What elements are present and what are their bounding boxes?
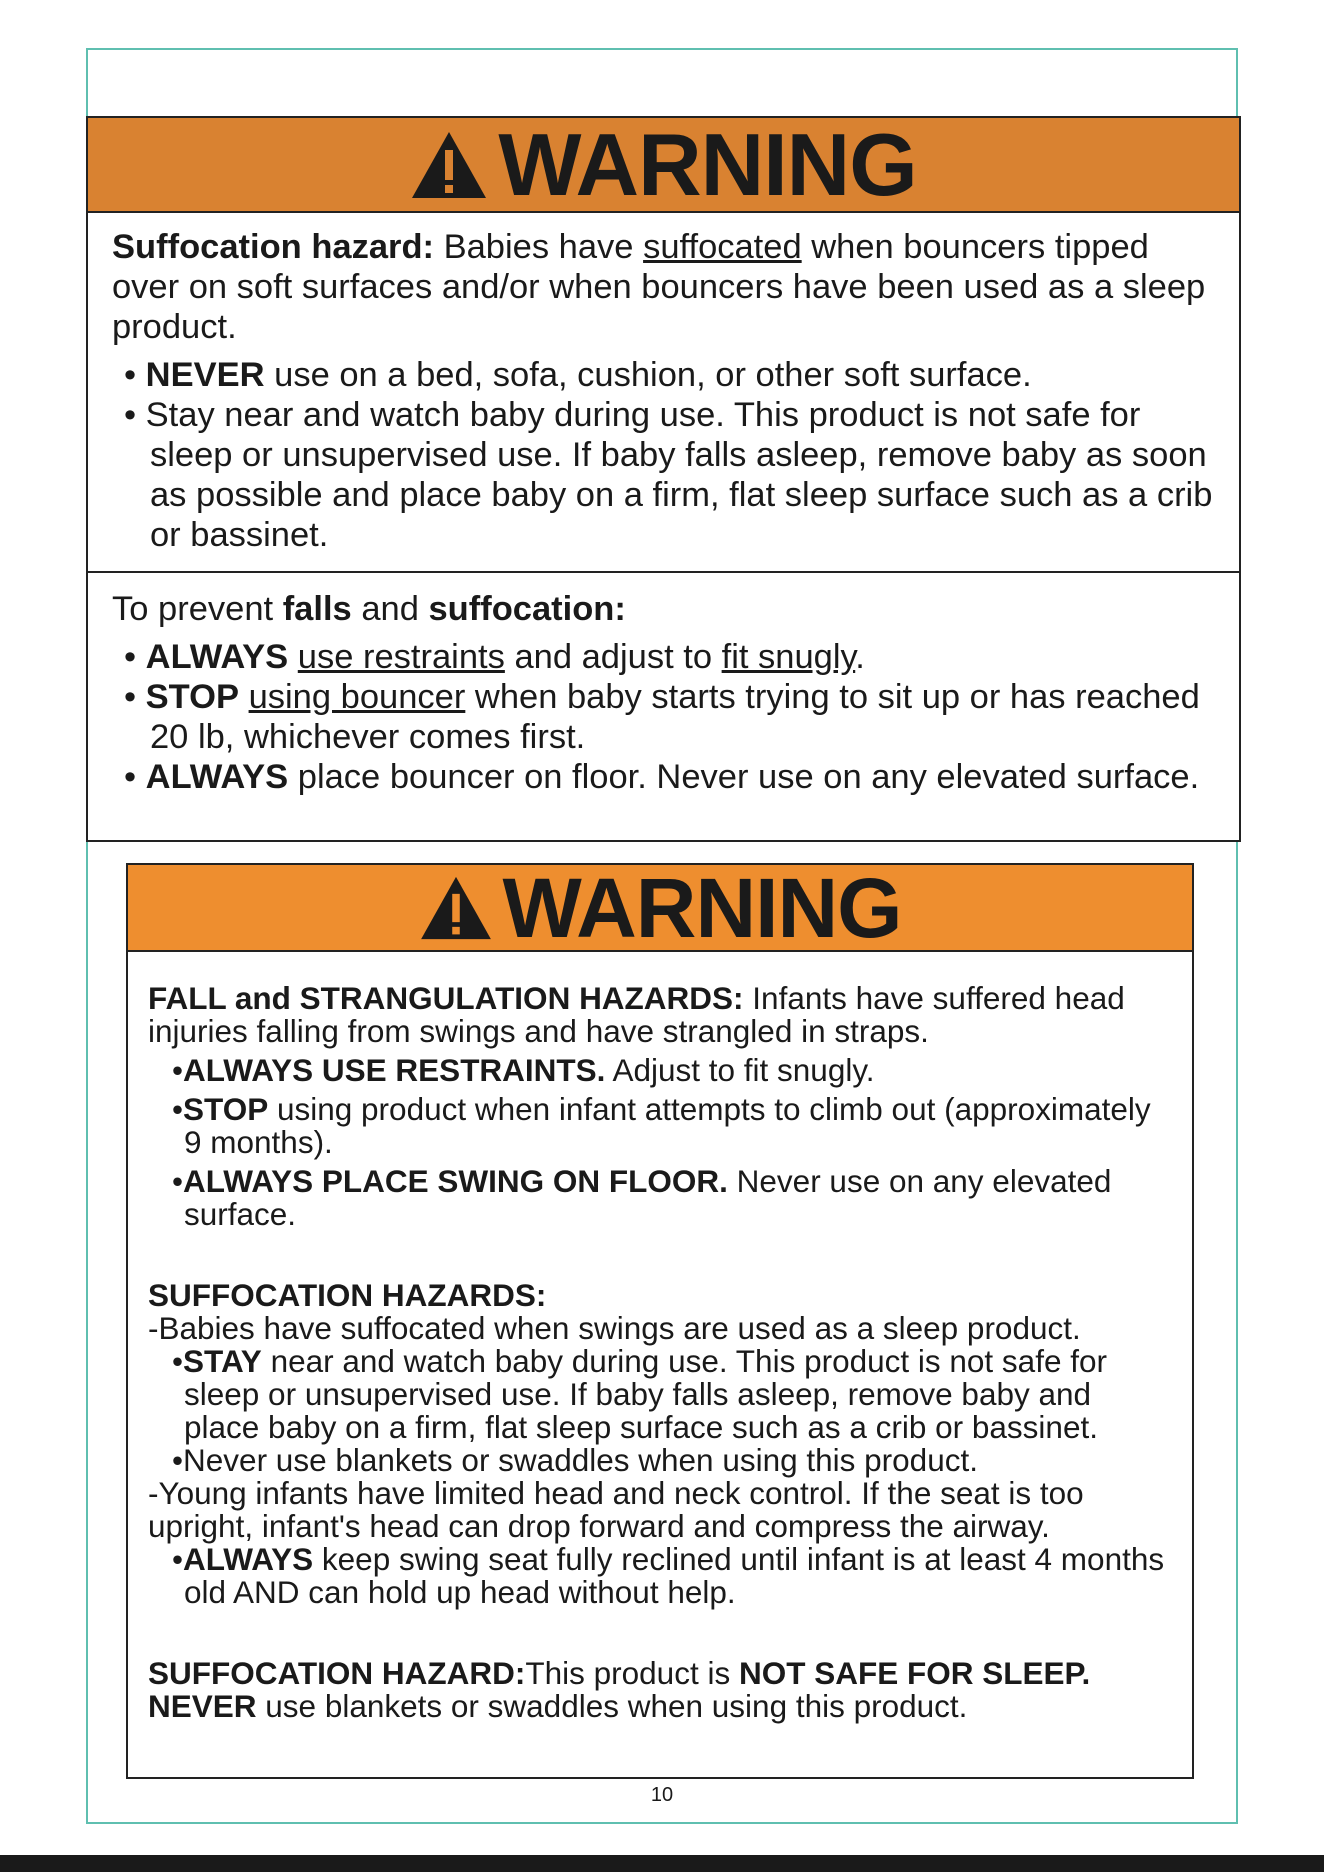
suffocation-section	[88, 213, 1239, 573]
final-hazard-text: SUFFOCATION HAZARD:This product is NOT SAFE FOR SLEEP.	[148, 1655, 1091, 1691]
swing-warning-body	[128, 952, 1192, 1723]
warning-triangle-icon	[410, 130, 488, 200]
list-item: •STAY near and watch baby during use. This product is not safe for sleep or unsupervised use. If baby falls asleep, remove baby and place baby on a firm, flat sleep surface such as a crib or bassinet.	[172, 1343, 1107, 1445]
list-item: • STOP using bouncer when baby starts trying to sit up or has reached 20 lb, whichever comes first.	[124, 678, 1200, 756]
fall-strangulation-text: FALL and STRANGULATION HAZARDS: Infants have suffered head injuries falling from swings and have strangled in straps.	[148, 980, 1125, 1049]
falls-section	[88, 573, 1239, 797]
list-item: •ALWAYS PLACE SWING ON FLOOR. Never use on any elevated surface.	[172, 1163, 1112, 1232]
hazard-label: Suffocation hazard:	[112, 228, 435, 266]
list-item: •STOP using product when infant attempts to climb out (approximately 9 months).	[172, 1091, 1151, 1160]
suffocation-line: -Babies have suffocated when swings are used as a sleep product.	[148, 1310, 1081, 1346]
list-item: • ALWAYS place bouncer on floor. Never use on any elevated surface.	[124, 758, 1200, 796]
list-item: • ALWAYS use restraints and adjust to fit snugly.	[124, 638, 865, 676]
prevent-heading: To prevent falls and suffocation:	[112, 590, 626, 628]
swing-warning-box	[126, 860, 1194, 1779]
suffocation-hazard-text: Suffocation hazard: Babies have suffocated when bouncers tipped over on soft surfaces and/or when bouncers have been used as a sleep product.	[112, 228, 1206, 346]
suffocation-heading: SUFFOCATION HAZARDS:	[148, 1277, 547, 1313]
bottom-rule	[0, 1855, 1324, 1872]
final-never-text: NEVER use blankets or swaddles when using this product.	[148, 1688, 968, 1724]
list-item: • NEVER use on a bed, sofa, cushion, or other soft surface.	[124, 356, 1032, 394]
list-item: •Never use blankets or swaddles when using this product.	[172, 1442, 978, 1478]
list-item: • Stay near and watch baby during use. This product is not safe for sleep or unsupervised use. If baby falls asleep, remove baby as soon as possible and place baby on a firm, flat sleep surface such as a crib or bassinet.	[124, 396, 1213, 554]
head-control-line: -Young infants have limited head and neck control. If the seat is too upright, infant's head can drop forward and compress the airway.	[148, 1475, 1084, 1544]
list-item: •ALWAYS keep swing seat fully reclined until infant is at least 4 months old AND can hold up head without help.	[172, 1541, 1165, 1610]
bouncer-warning-box	[86, 116, 1241, 842]
list-item: •ALWAYS USE RESTRAINTS. Adjust to fit snugly.	[172, 1052, 875, 1088]
warning-banner	[128, 860, 1192, 955]
warning-title: WARNING	[502, 860, 902, 955]
page-number: 10	[650, 1784, 674, 1806]
warning-banner	[88, 114, 1239, 214]
warning-triangle-icon	[419, 875, 493, 941]
warning-title: WARNING	[498, 114, 917, 214]
